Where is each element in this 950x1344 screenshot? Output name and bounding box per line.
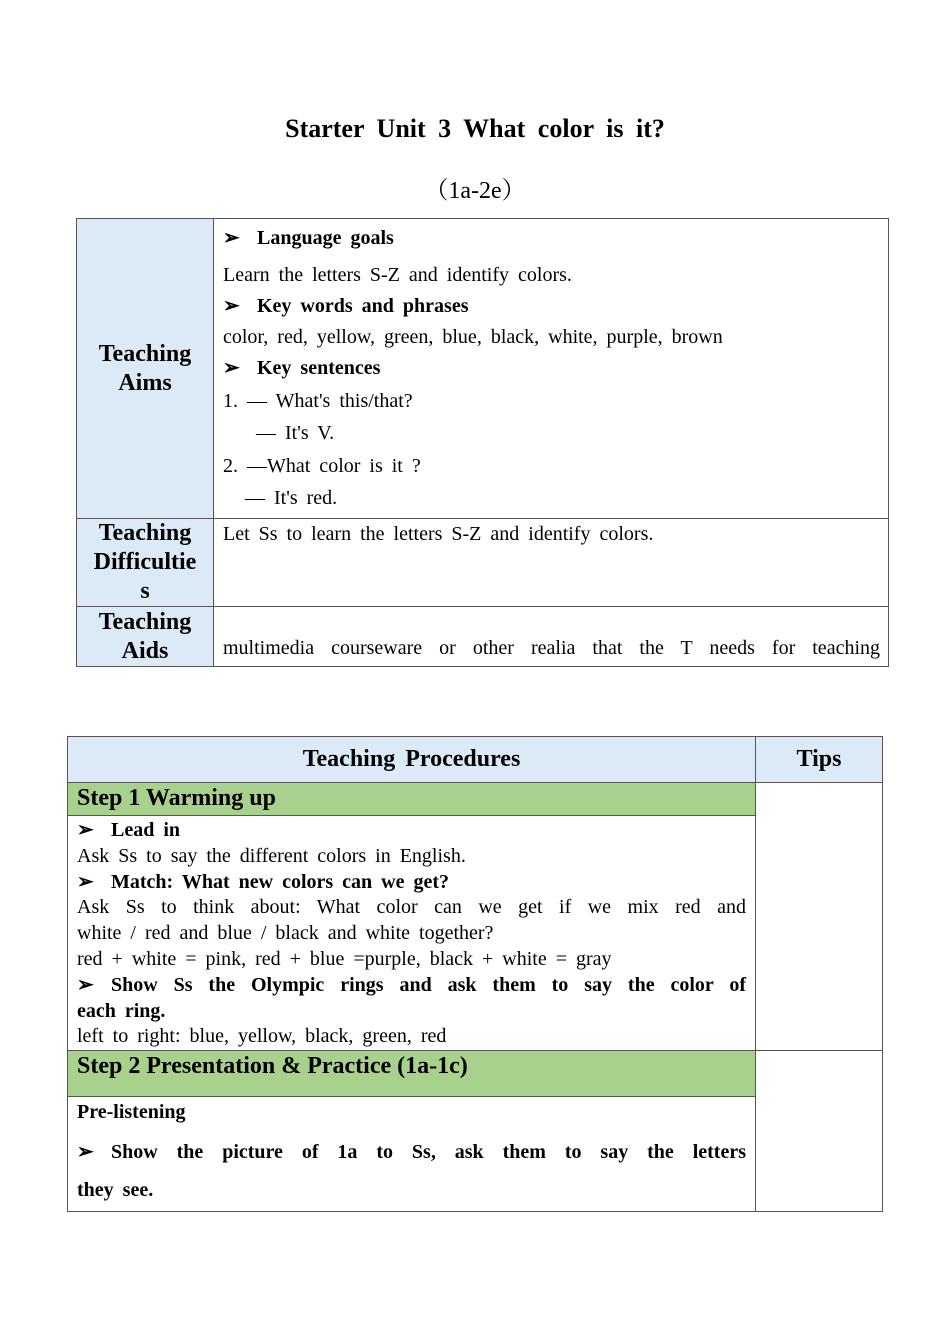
teaching-procedures-table [67,736,883,1212]
label-line: s [140,578,150,604]
heading-text: Lead in [111,819,181,841]
heading-text: Show Ss the Olympic rings and ask them to say the color of [111,973,746,996]
teaching-aims-label [77,219,214,519]
key-sentence-line: — It's red. [245,487,338,509]
arrow-bullet-icon: ➢ [77,973,94,996]
label-line: Aids [121,637,169,664]
arrow-bullet-icon: ➢ [77,870,94,893]
page-subtitle: （1a-2e） [424,178,526,204]
arrow-bullet-icon: ➢ [223,295,240,317]
match-text-line: Ask Ss to think about: What color can we get if we mix red and [77,896,746,919]
lead-in-text: Ask Ss to say the different colors in English. [77,844,466,867]
teaching-aids-label [77,607,214,667]
key-sentences-heading [223,353,880,384]
label-line: Teaching [98,608,192,635]
step2-tips-cell [756,1051,883,1212]
teaching-aids-text: multimedia courseware or other realia that the T needs for teaching [223,637,880,659]
arrow-bullet-icon: ➢ [223,357,240,379]
heading-text: Key sentences [257,357,381,379]
teaching-aims-content [214,219,889,519]
show-picture-line [77,1139,746,1165]
heading-text: Language goals [257,227,394,249]
teaching-aids-content [214,607,889,667]
teaching-aims-table [76,218,889,667]
step2-content [68,1097,756,1212]
step1-content [68,816,756,1051]
key-words-heading [223,291,880,322]
step1-title: Step 1 Warming up [68,783,756,816]
heading-text: Key words and phrases [257,295,469,317]
match-heading [77,870,746,896]
arrow-bullet-icon: ➢ [223,227,240,249]
match-text-line: white / red and blue / black and white together? [77,922,494,945]
teaching-difficulties-content [214,519,889,607]
language-goals-heading [223,223,880,254]
pre-listening-heading: Pre-listening [77,1101,186,1124]
key-sentence-line: — It's V. [256,422,335,444]
arrow-bullet-icon: ➢ [77,819,94,841]
page-title: Starter Unit 3 What color is it? [285,114,665,143]
arrow-bullet-icon: ➢ [77,1141,94,1164]
key-sentence-line: 2. —What color is it ? [223,455,421,477]
lead-in-heading [77,818,746,844]
tips-header: Tips [756,737,883,783]
key-sentence-line: 1. — What's this/that? [223,390,413,412]
teaching-difficulties-label [77,519,214,607]
rings-text: left to right: blue, yellow, black, green, red [77,1025,447,1048]
label-line: Difficultie [93,549,197,575]
label-line: Aims [118,369,172,396]
show-picture-line-cont: they see. [77,1179,154,1202]
key-words-text: color, red, yellow, green, blue, black, white, purple, brown [223,326,723,348]
heading-text: Match: What new colors can we get? [111,870,450,893]
label-line: Teaching [98,340,192,367]
rings-heading-cont: each ring. [77,999,166,1022]
language-goals-text: Learn the letters S-Z and identify colors. [223,264,572,286]
step2-title: Step 2 Presentation & Practice (1a-1c) [68,1051,756,1097]
teaching-difficulties-text: Let Ss to learn the letters S-Z and identify colors. [223,523,654,545]
procedures-header: Teaching Procedures [68,737,756,783]
rings-heading [77,973,746,999]
step1-tips-cell [756,783,883,1051]
match-text-line: red + white = pink, red + blue =purple, black + white = gray [77,947,612,970]
label-line: Teaching [98,520,192,546]
heading-text: Show the picture of 1a to Ss, ask them to say the letters [111,1141,746,1164]
